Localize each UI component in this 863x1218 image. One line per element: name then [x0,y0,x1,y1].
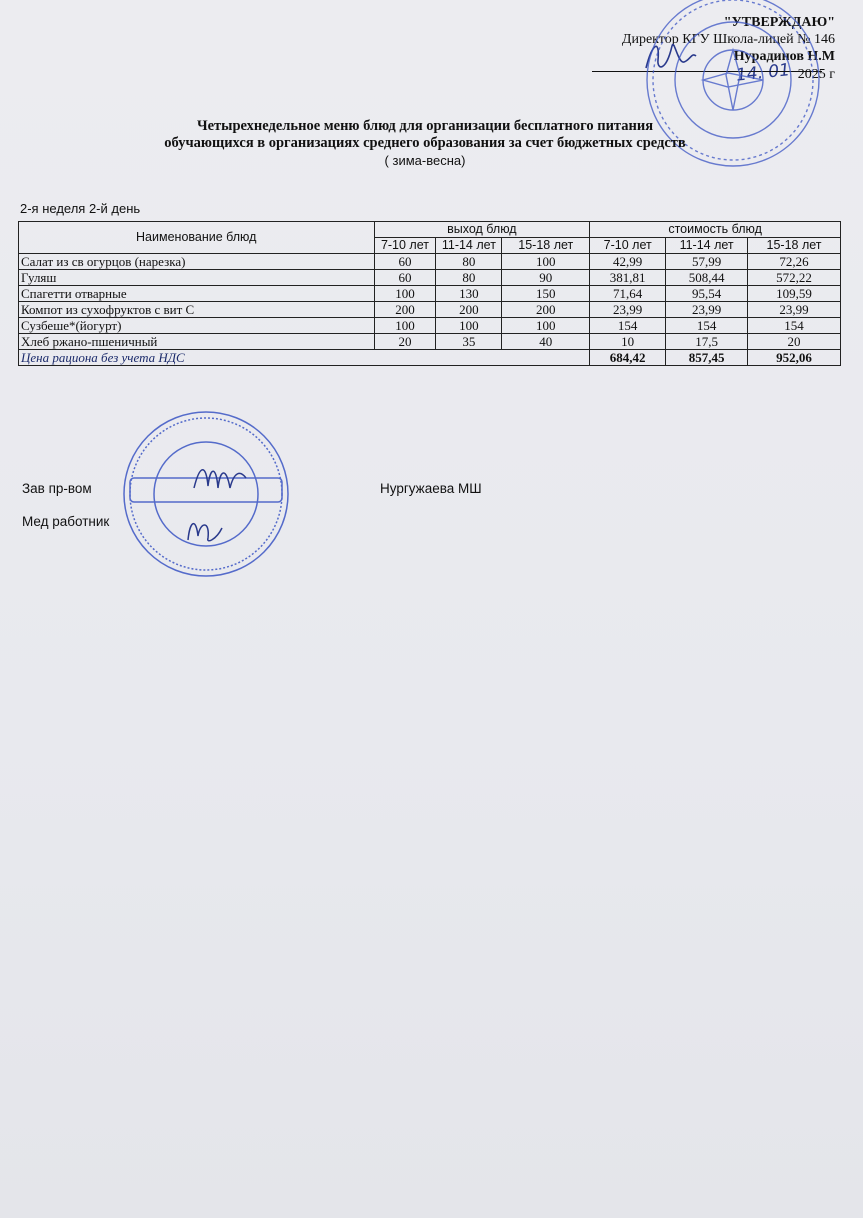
output-11-14: 200 [436,302,502,318]
cost-7-10: 71,64 [590,286,666,302]
output-7-10: 100 [374,286,436,302]
col-group-cost: стоимость блюд [590,222,841,238]
output-11-14: 130 [436,286,502,302]
table-row [19,302,841,318]
output-15-18: 100 [502,254,590,270]
cost-15-18: 572,22 [748,270,841,286]
cost-15-18: 20 [748,334,841,350]
total-cost-11-14: 857,45 [666,350,748,366]
medic-signature [182,514,226,546]
cost-11-14: 154 [666,318,748,334]
table-row [19,270,841,286]
menu-table [18,221,841,366]
output-11-14: 100 [436,318,502,334]
head-name: Нургужаева МШ [380,481,482,496]
col-header-dish: Наименование блюд [19,222,375,254]
cost-15-18: 23,99 [748,302,841,318]
output-7-10: 200 [374,302,436,318]
col-group-output: выход блюд [374,222,590,238]
output-7-10: 60 [374,270,436,286]
output-7-10: 60 [374,254,436,270]
output-15-18: 40 [502,334,590,350]
output-15-18: 100 [502,318,590,334]
menu-table-body [19,254,841,366]
approval-date-handwritten: 14. 01 [734,60,791,86]
age-header: 7-10 лет [374,238,436,254]
medic-label: Мед работник [22,514,110,529]
age-header: 7-10 лет [590,238,666,254]
heading-season: ( зима-весна) [384,153,466,168]
output-15-18: 150 [502,286,590,302]
output-15-18: 90 [502,270,590,286]
dish-name: Сузбеше*(йогурт) [19,318,375,334]
dish-name: Компот из сухофруктов с вит С [19,302,375,318]
cost-11-14: 23,99 [666,302,748,318]
head-signature [190,458,250,498]
dish-name: Спагетти отварные [19,286,375,302]
approval-year: 2025 г [797,67,835,82]
cost-15-18: 109,59 [748,286,841,302]
cost-7-10: 381,81 [590,270,666,286]
output-11-14: 80 [436,270,502,286]
cost-11-14: 508,44 [666,270,748,286]
document-heading [100,118,750,169]
table-row [19,286,841,302]
cost-15-18: 154 [748,318,841,334]
output-7-10: 100 [374,318,436,334]
cost-7-10: 10 [590,334,666,350]
total-cost-7-10: 684,42 [590,350,666,366]
output-11-14: 80 [436,254,502,270]
cost-7-10: 23,99 [590,302,666,318]
approval-position: Директор КГУ Школа-лицей № 146 [621,32,835,47]
total-row [19,350,841,366]
output-11-14: 35 [436,334,502,350]
table-row [19,254,841,270]
cost-11-14: 57,99 [666,254,748,270]
age-header: 15-18 лет [748,238,841,254]
cost-7-10: 42,99 [590,254,666,270]
table-row [19,334,841,350]
approval-title: "УТВЕРЖДАЮ" [723,15,835,30]
dish-name: Гуляш [19,270,375,286]
age-header: 15-18 лет [502,238,590,254]
cost-11-14: 17,5 [666,334,748,350]
dish-name: Хлеб ржано-пшеничный [19,334,375,350]
cost-15-18: 72,26 [748,254,841,270]
age-header: 11-14 лет [436,238,502,254]
table-row [19,318,841,334]
head-label: Зав пр-вом [22,481,92,496]
total-label: Цена рациона без учета НДС [19,350,590,366]
dish-name: Салат из св огурцов (нарезка) [19,254,375,270]
age-header: 11-14 лет [666,238,748,254]
output-7-10: 20 [374,334,436,350]
cost-7-10: 154 [590,318,666,334]
week-day-label: 2-я неделя 2-й день [20,201,141,216]
total-cost-15-18: 952,06 [748,350,841,366]
output-15-18: 200 [502,302,590,318]
heading-line-2: обучающихся в организациях среднего образования за счет бюджетных средств [164,135,686,151]
cost-11-14: 95,54 [666,286,748,302]
heading-line-1: Четырехнедельное меню блюд для организации бесплатного питания [196,118,654,134]
approval-name: Нурадинов Н.М [733,49,835,64]
